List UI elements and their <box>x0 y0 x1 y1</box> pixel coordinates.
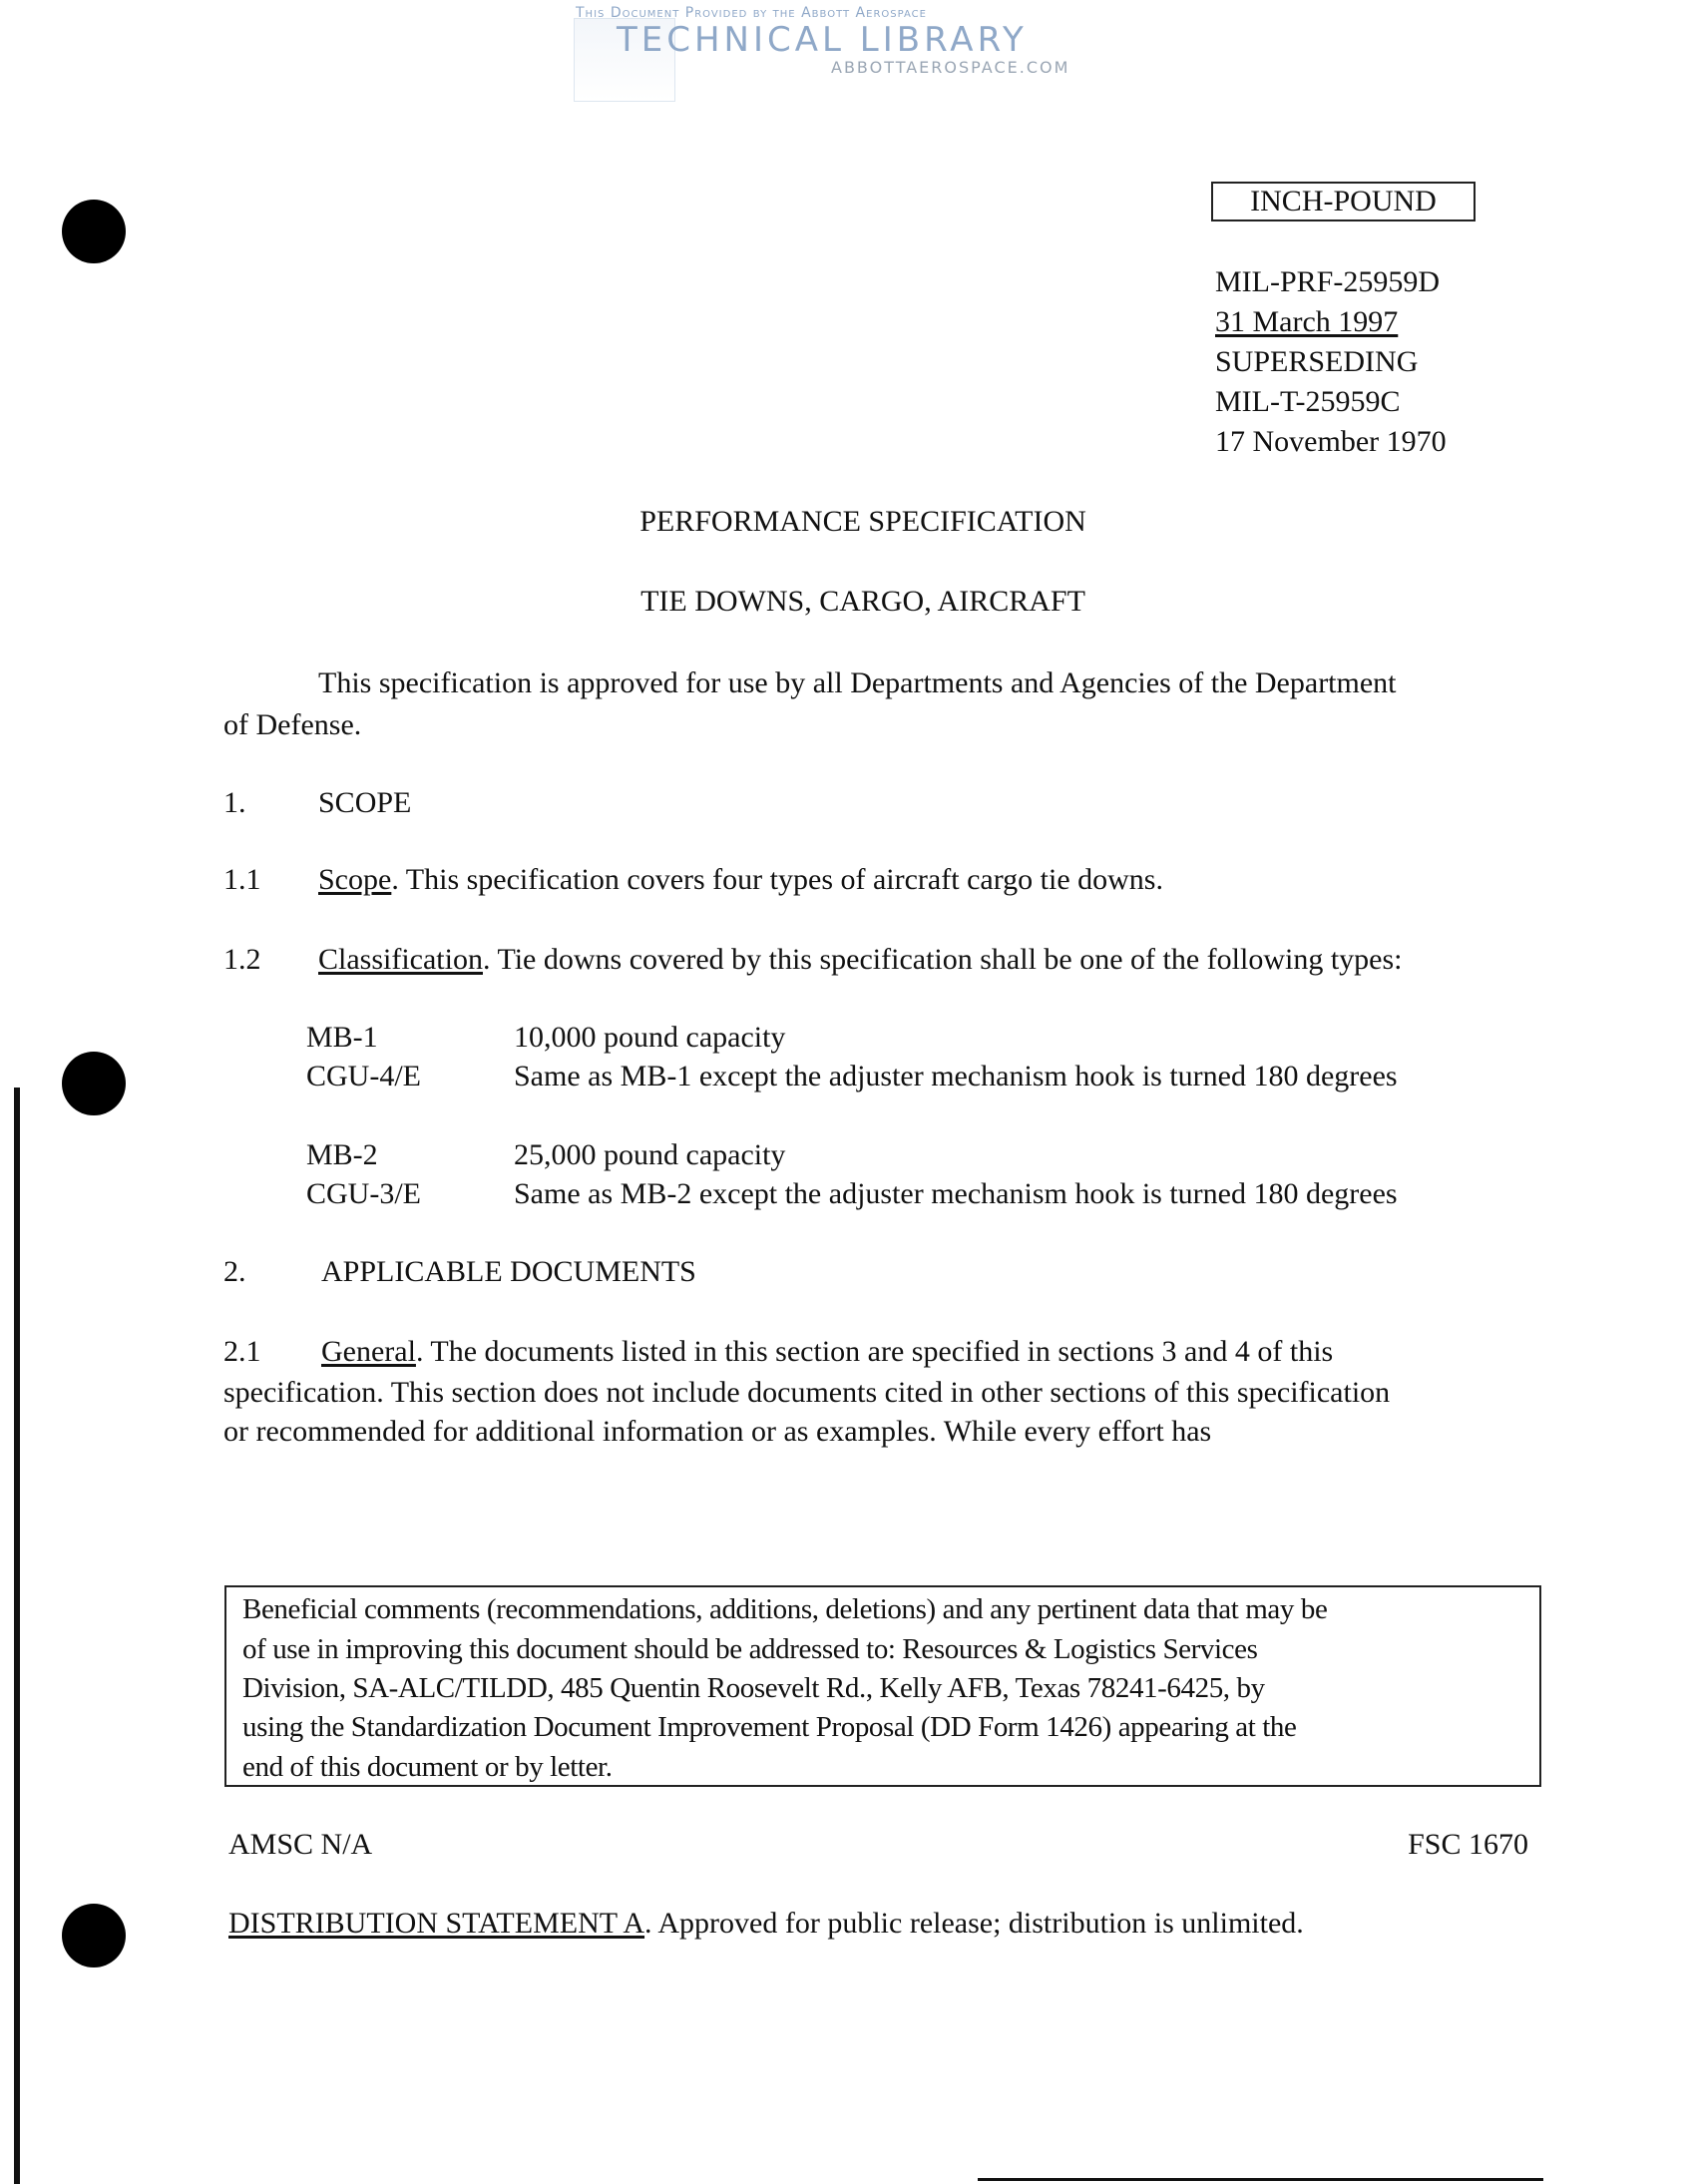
paragraph-general <box>321 1334 1333 1370</box>
punch-hole <box>62 1052 126 1115</box>
paragraph-title: Classification <box>318 943 483 976</box>
section-heading: APPLICABLE DOCUMENTS <box>321 1255 696 1288</box>
units-badge-label: INCH-POUND <box>1250 185 1437 218</box>
section-heading: SCOPE <box>318 786 412 819</box>
paragraph-number: 1.1 <box>223 863 261 896</box>
paragraph-title: General <box>321 1335 416 1368</box>
paragraph-number: 1.2 <box>223 943 261 976</box>
punch-hole <box>62 1904 126 1967</box>
section-number: 2. <box>223 1255 246 1288</box>
type-name: CGU-4/E <box>306 1060 421 1092</box>
paragraph-classification <box>318 942 1403 978</box>
paragraph-line: specification. This section does not include documents cited in other sections of this specification <box>223 1376 1391 1409</box>
comments-line: Beneficial comments (recommendations, additions, deletions) and any pertinent data that may be <box>242 1593 1328 1625</box>
paragraph-title: Scope <box>318 863 392 896</box>
type-desc: 10,000 pound capacity <box>514 1021 786 1054</box>
section-number: 1. <box>223 786 246 819</box>
type-desc: Same as MB-1 except the adjuster mechanism hook is turned 180 degrees <box>514 1060 1398 1092</box>
distribution-label: DISTRIBUTION STATEMENT A <box>228 1907 645 1940</box>
paragraph-line: or recommended for additional information or as examples. While every effort has <box>223 1415 1212 1448</box>
spec-subject-title: TIE DOWNS, CARGO, AIRCRAFT <box>640 585 1085 618</box>
scan-bottom-line <box>978 2178 1543 2181</box>
superseding-label: SUPERSEDING <box>1215 345 1419 378</box>
doc-number: MIL-PRF-25959D <box>1215 265 1441 298</box>
comments-line: using the Standardization Document Improvement Proposal (DD Form 1426) appearing at the <box>242 1711 1297 1743</box>
comments-box <box>224 1585 1541 1787</box>
paragraph-number: 2.1 <box>223 1335 261 1368</box>
paragraph-text: . The documents listed in this section are specified in sections 3 and 4 of this <box>415 1335 1334 1368</box>
approval-line: of Defense. <box>223 708 362 741</box>
distribution-statement <box>228 1906 1304 1942</box>
comments-line: end of this document or by letter. <box>242 1751 613 1783</box>
distribution-text: . Approved for public release; distribution is unlimited. <box>644 1907 1304 1940</box>
watermark-library: TECHNICAL LIBRARY <box>617 20 1028 60</box>
type-name: MB-2 <box>306 1138 378 1171</box>
spec-type-title: PERFORMANCE SPECIFICATION <box>639 505 1086 538</box>
doc-date: 31 March 1997 <box>1215 305 1399 338</box>
punch-hole <box>62 200 126 263</box>
type-name: CGU-3/E <box>306 1177 421 1210</box>
paragraph-scope <box>318 862 1163 898</box>
superseded-date: 17 November 1970 <box>1215 425 1447 458</box>
comments-line: Division, SA-ALC/TILDD, 485 Quentin Roosevelt Rd., Kelly AFB, Texas 78241-6425, by <box>242 1672 1265 1704</box>
superseded-doc: MIL-T-25959C <box>1215 385 1401 418</box>
fsc-code: FSC 1670 <box>1408 1828 1528 1861</box>
type-desc: 25,000 pound capacity <box>514 1138 786 1171</box>
paragraph-text: . Tie downs covered by this specification shall be one of the following types: <box>482 943 1403 976</box>
scan-edge-line <box>14 1088 20 2184</box>
units-badge <box>1211 182 1476 221</box>
watermark-site: ABBOTTAEROSPACE.COM <box>831 58 1070 77</box>
approval-line: This specification is approved for use by all Departments and Agencies of the Department <box>318 666 1397 699</box>
amsc-code: AMSC N/A <box>228 1828 373 1861</box>
comments-line: of use in improving this document should be addressed to: Resources & Logistics Services <box>242 1633 1258 1665</box>
paragraph-text: . This specification covers four types of aircraft cargo tie downs. <box>391 863 1163 896</box>
type-name: MB-1 <box>306 1021 378 1054</box>
watermark-provided-by: This Document Provided by the Abbott Aerospace <box>576 5 927 21</box>
type-desc: Same as MB-2 except the adjuster mechanism hook is turned 180 degrees <box>514 1177 1398 1210</box>
